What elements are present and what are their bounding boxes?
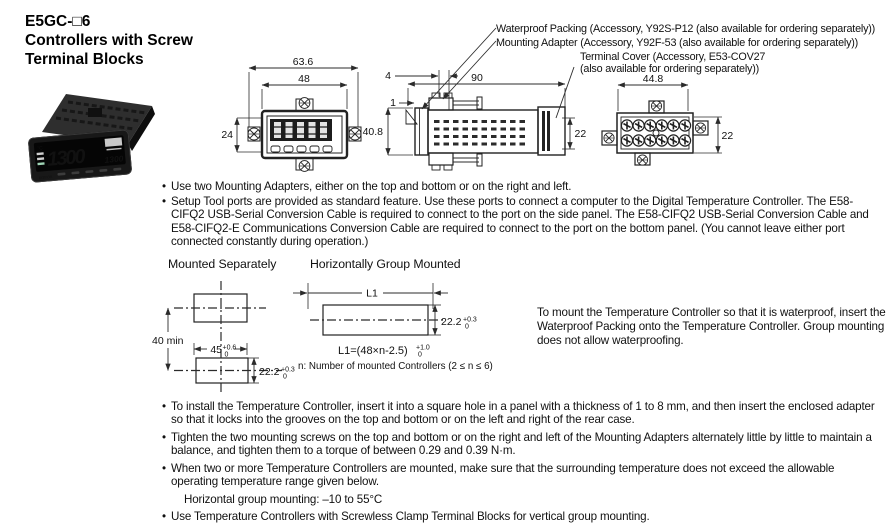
dim-side-rear-height: 22	[574, 128, 587, 140]
note-setup-tool-ports: • Setup Tool ports are provided as standard feature. Use these ports to connect a computer to the Digital Temperature Controller. The E58-CIFQ2 USB-Serial Conversion Cable is required to connect to the port on the side panel. The E58-CIFQ2 USB-Serial Conversion Cable and E58-CIFQ2-E Communications Conversion Cable are required to connect to the port on the bottom panel. (You cannot leave either port connected constantly during operation.)	[160, 195, 884, 248]
display-sub-value: 1300	[104, 153, 124, 165]
note-tighten-screws: • Tighten the two mounting screws on the top and bottom or on the right and left of the Mounting Adapters alternately little by little to maintain a balance, and tighten them to a torque of between 0.29 and 0.39 N·m.	[160, 431, 884, 457]
dim-cutout-height: 22.2	[259, 366, 280, 378]
mounting-screw-top	[299, 98, 310, 109]
dim-l1: L1	[366, 287, 378, 300]
dim-side-front-depth: 4	[385, 70, 391, 82]
side-top-mounting-adapter	[429, 93, 482, 110]
model-number: E5GC-□6	[25, 13, 91, 30]
mounting-screw-bottom	[299, 161, 310, 172]
dim-front-outer-width: 63.6	[292, 56, 314, 68]
dim-front-inner-width: 48	[298, 73, 310, 85]
dim-cutout-width: 45	[210, 344, 222, 356]
dim-group-height-tol-upper: +0.3	[463, 316, 477, 324]
page-title	[25, 12, 193, 69]
rear-screw-left	[604, 133, 614, 143]
rear-screw-top	[651, 101, 661, 111]
dim-side-gap: 1	[390, 97, 396, 109]
side-view-drawing	[363, 70, 587, 170]
l1-tol-upper: +1.0	[416, 344, 430, 352]
dim-rear-height: 22	[721, 130, 734, 142]
notes-bottom	[160, 400, 884, 528]
callout-waterproof-packing: Waterproof Packing (Accessory, Y92S-P12 (also available for ordering separately))	[496, 23, 876, 35]
callout-terminal-cover-line1: Terminal Cover (Accessory, E53-COV27	[580, 51, 766, 63]
brand-logo: omron	[38, 175, 53, 182]
mounting-screw-left	[248, 128, 260, 140]
note-horizontal-group-mounting-range: Horizontal group mounting: –10 to 55°C	[184, 492, 383, 506]
display-main-value: 1300	[46, 145, 85, 171]
dim-cutout-height-tol-upper: +0.3	[281, 366, 295, 374]
l1-tol-lower: 0	[418, 351, 422, 359]
rear-screw-bottom	[637, 155, 647, 165]
rear-screw-right	[695, 123, 705, 133]
note-surrounding-temperature: • When two or more Temperature Controllers are mounted, make sure that the surrounding temperature does not exceed the allowable operating temperature range given below.	[160, 462, 884, 488]
mounting-screw-right	[349, 128, 361, 140]
note-mounting-adapters: • Use two Mounting Adapters, either on the top and bottom or on the right and left.	[160, 180, 884, 193]
note-install: • To install the Temperature Controller, insert it into a square hole in a panel with a thickness of 1 to 8 mm, and then insert the enclosed adapter so that it locks into the grooves on the top and bottom or on the left and right of the rear case.	[160, 400, 884, 426]
dim-group-height: 22.2	[441, 316, 462, 328]
callout-line-adapter	[443, 41, 496, 99]
dim-cutout-width-tol-upper: +0.6	[222, 344, 237, 352]
l1-formula: L1=(48×n-2.5)	[338, 345, 408, 357]
callout-line-waterproof	[422, 28, 496, 109]
title-line-3: Terminal Blocks	[25, 51, 144, 68]
callout-terminal-cover-line2: (also available for ordering separately))	[580, 63, 760, 75]
dim-side-total-depth: 90	[471, 72, 483, 84]
waterproof-note: To mount the Temperature Controller so that it is waterproof, insert the Waterproof Packing onto the Temperature Controller. Group mounting does not allow waterproofing.	[537, 306, 886, 348]
product-photo	[26, 86, 158, 186]
dim-group-height-tol-lower: 0	[465, 323, 469, 331]
side-front-bezel	[415, 108, 428, 155]
side-bottom-mounting-adapter	[429, 153, 482, 170]
notes-top	[160, 180, 884, 250]
section-mounted-separately: Mounted Separately	[168, 257, 277, 271]
section-group-mounted: Horizontally Group Mounted	[310, 257, 461, 271]
display-unit-indicator: °C	[36, 145, 44, 152]
callout-mounting-adapter: Mounting Adapter (Accessory, Y92F-53 (also available for ordering separately))	[496, 37, 859, 49]
rear-view-drawing	[602, 73, 733, 165]
front-view-drawing	[221, 56, 361, 171]
dim-side-height: 40.8	[362, 126, 383, 138]
title-line-2: Controllers with Screw	[25, 32, 193, 49]
dim-rear-width: 44.8	[642, 73, 664, 85]
rear-terminal-screws	[621, 120, 690, 146]
panel-cutout-drawings	[150, 275, 510, 400]
dimension-drawings	[221, 15, 770, 187]
group-mounted-drawing	[293, 283, 493, 372]
dim-front-height: 24	[221, 129, 233, 141]
side-vents	[433, 116, 528, 147]
dim-cutout-width-tol-lower: 0	[224, 351, 229, 359]
rear-body	[617, 113, 693, 153]
mounted-separately-drawing	[152, 281, 295, 394]
dim-cutout-height-tol-lower: 0	[283, 373, 287, 381]
dim-min-spacing: 40 min	[152, 335, 184, 347]
note-vertical-group-mounting: • Use Temperature Controllers with Screwless Clamp Terminal Blocks for vertical group mounting.	[160, 510, 884, 523]
n-definition-note: n: Number of mounted Controllers (2 ≤ n ≤ 6)	[298, 361, 493, 372]
